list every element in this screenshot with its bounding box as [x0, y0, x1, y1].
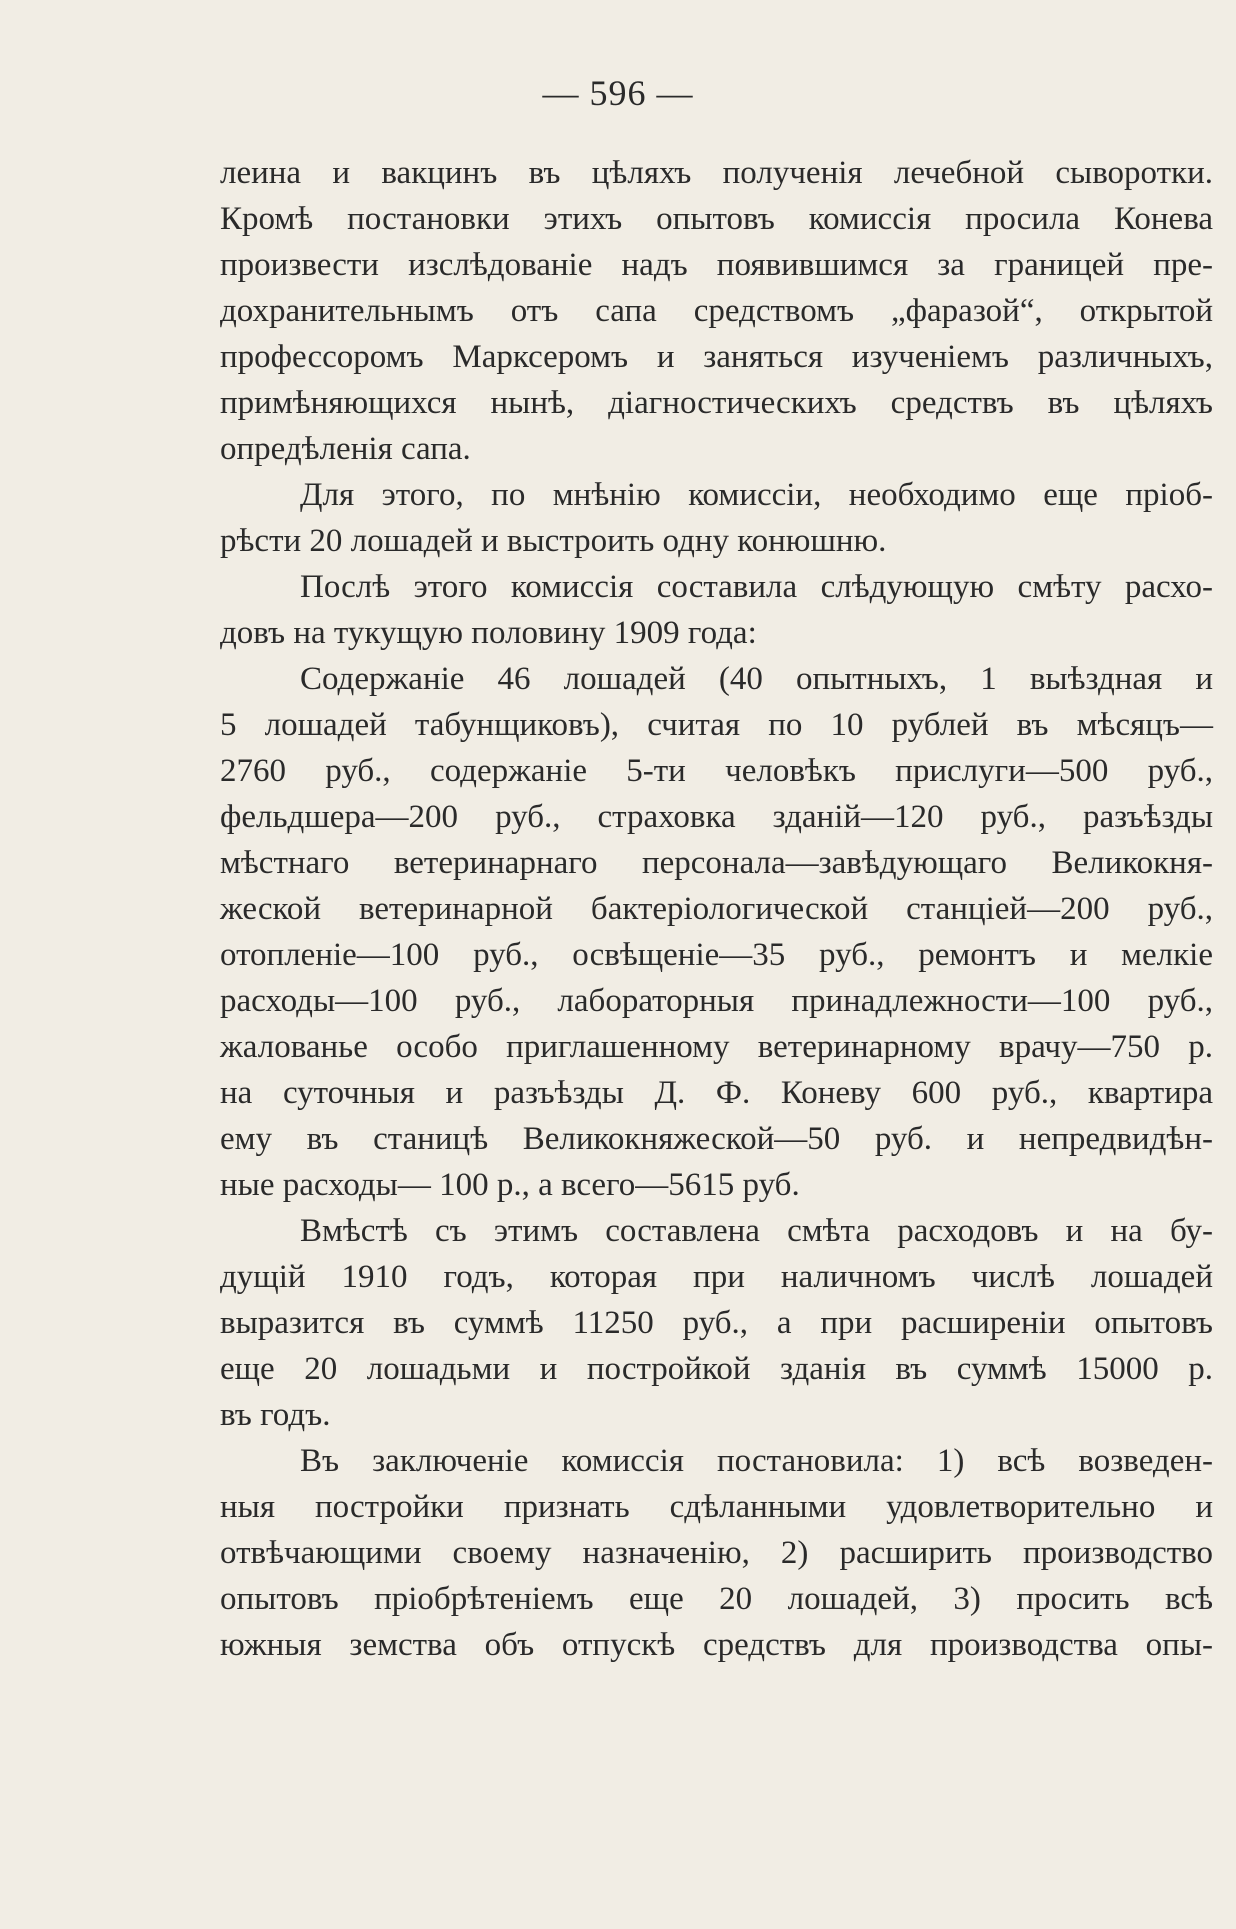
- text-line: примѣняющихся нынѣ, діагностическихъ средствъ въ цѣляхъ: [220, 385, 1213, 421]
- text-line: Въ заключеніе комиссія постановила: 1) всѣ возведен-: [300, 1443, 1213, 1479]
- text-line: рѣсти 20 лошадей и выстроить одну конюшню.: [220, 523, 887, 559]
- text-line: дущій 1910 годъ, которая при наличномъ числѣ лошадей: [220, 1259, 1213, 1295]
- text-line: ему въ станицѣ Великокняжеской—50 руб. и непредвидѣн-: [220, 1121, 1213, 1157]
- text-line: произвести изслѣдованіе надъ появившимся за границей пре-: [220, 247, 1213, 283]
- text-line: южныя земства объ отпускѣ средствъ для производства опы-: [220, 1627, 1213, 1663]
- text-line: Послѣ этого комиссія составила слѣдующую смѣту расхо-: [300, 569, 1213, 605]
- text-line: опредѣленія сапа.: [220, 431, 471, 467]
- page-number: — 596 —: [542, 73, 694, 113]
- text-line: фельдшера—200 руб., страховка зданій—120 руб., разъѣзды: [220, 799, 1213, 835]
- text-line: дохранительнымъ отъ сапа средствомъ „фаразой“, открытой: [220, 293, 1213, 329]
- text-line: ные расходы— 100 р., а всего—5615 руб.: [220, 1167, 800, 1203]
- text-line: профессоромъ Марксеромъ и заняться изученіемъ различныхъ,: [220, 339, 1213, 375]
- text-line: на суточныя и разъѣзды Д. Ф. Коневу 600 руб., квартира: [220, 1075, 1213, 1111]
- text-line: жалованье особо приглашенному ветеринарному врачу—750 р.: [220, 1029, 1213, 1065]
- text-line: леина и вакцинъ въ цѣляхъ полученія лечебной сыворотки.: [220, 155, 1213, 191]
- text-line: въ годъ.: [220, 1397, 331, 1433]
- text-line: отвѣчающими своему назначенію, 2) расширить производство: [220, 1535, 1213, 1571]
- body-text: [220, 150, 1213, 1668]
- text-line: жеской ветеринарной бактеріологической станціей—200 руб.,: [220, 891, 1213, 927]
- text-line: опытовъ пріобрѣтеніемъ еще 20 лошадей, 3) просить всѣ: [220, 1581, 1213, 1617]
- text-line: выразится въ суммѣ 11250 руб., а при расширеніи опытовъ: [220, 1305, 1213, 1341]
- text-line: расходы—100 руб., лабораторныя принадлежности—100 руб.,: [220, 983, 1213, 1019]
- text-line: 2760 руб., содержаніе 5-ти человѣкъ прислуги—500 руб.,: [220, 753, 1213, 789]
- text-line: Вмѣстѣ съ этимъ составлена смѣта расходовъ и на бу-: [300, 1213, 1213, 1249]
- text-line: мѣстнаго ветеринарнаго персонала—завѣдующаго Великокня-: [220, 845, 1213, 881]
- text-line: Кромѣ постановки этихъ опытовъ комиссія просила Конева: [220, 201, 1213, 237]
- text-line: Для этого, по мнѣнію комиссіи, необходимо еще пріоб-: [300, 477, 1213, 513]
- text-line: 5 лошадей табунщиковъ), считая по 10 рублей въ мѣсяцъ—: [220, 707, 1213, 743]
- text-line: отопленіе—100 руб., освѣщеніе—35 руб., ремонтъ и мелкіе: [220, 937, 1213, 973]
- text-line: еще 20 лошадьми и постройкой зданія въ суммѣ 15000 р.: [220, 1351, 1213, 1387]
- text-line: довъ на тукущую половину 1909 года:: [220, 615, 757, 651]
- text-line: ныя постройки признать сдѣланными удовлетворительно и: [220, 1489, 1213, 1525]
- text-line: Содержаніе 46 лошадей (40 опытныхъ, 1 выѣздная и: [300, 661, 1213, 697]
